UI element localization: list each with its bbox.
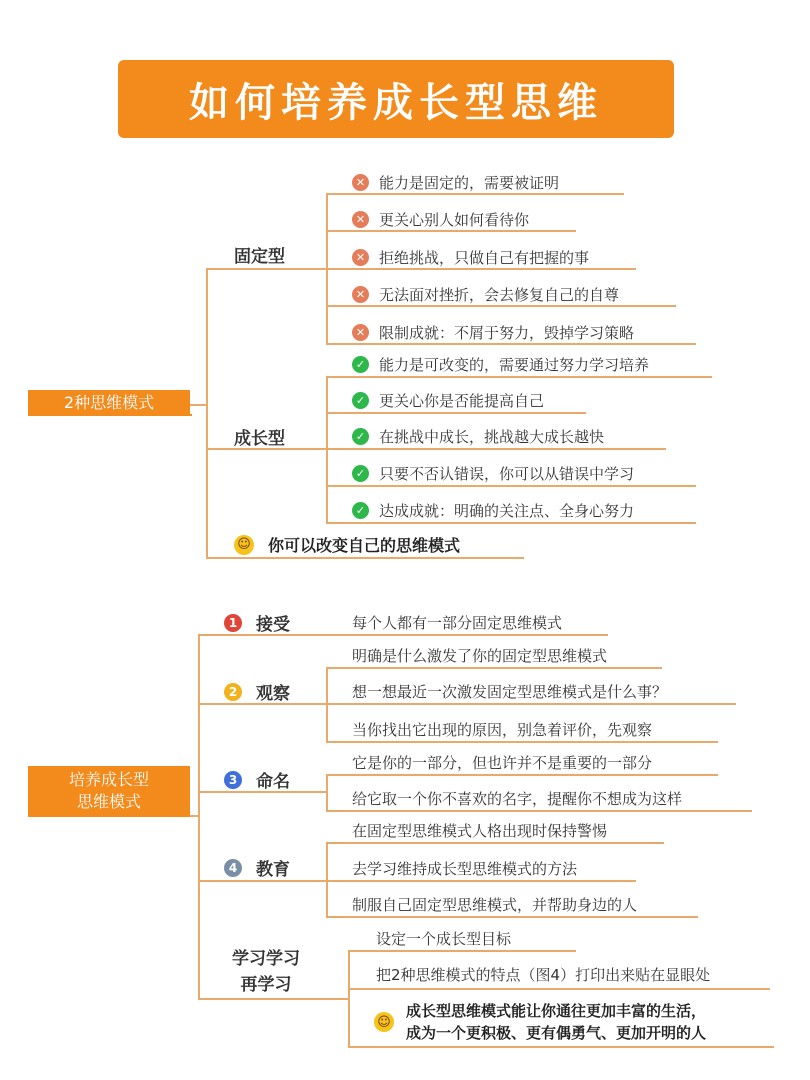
final-note-line-1: 成长型思维模式能让你通往更加丰富的生活， bbox=[406, 1002, 707, 1020]
fixed-item-text: 限制成就：不屑于努力，毁掉学习策略 bbox=[379, 324, 635, 342]
step-learn bbox=[232, 946, 300, 998]
number-2-icon: 2 bbox=[224, 683, 242, 701]
step-items-connector bbox=[348, 950, 350, 1046]
root-underline bbox=[28, 815, 192, 817]
mindset-note-text: 你可以改变自己的思维模式 bbox=[268, 536, 461, 555]
leaf-line bbox=[326, 448, 666, 450]
title-banner bbox=[118, 60, 674, 138]
leaf-line bbox=[326, 343, 696, 345]
fixed-item bbox=[352, 209, 529, 230]
step-item-text: 它是你的一部分，但也许并不是重要的一部分 bbox=[352, 754, 653, 772]
check-circle-icon: ✓ bbox=[352, 465, 369, 482]
step-item bbox=[352, 612, 562, 633]
fixed-item-text: 拒绝挑战，只做自己有把握的事 bbox=[379, 249, 590, 267]
root-label: 2种思维模式 bbox=[63, 393, 155, 412]
step-item bbox=[352, 645, 607, 666]
branch-growth-label: 成长型 bbox=[234, 429, 285, 449]
root-connector bbox=[190, 404, 208, 406]
step-items-connector bbox=[326, 774, 328, 810]
number-1-icon: 1 bbox=[224, 614, 242, 632]
leaf-line bbox=[326, 774, 718, 776]
leaf-line bbox=[326, 667, 662, 669]
root-line-1: 培养成长型 bbox=[68, 770, 149, 789]
step-item-text: 在固定型思维模式人格出现时保持警惕 bbox=[352, 822, 608, 840]
check-circle-icon: ✓ bbox=[352, 428, 369, 445]
number-4-icon: 4 bbox=[224, 859, 242, 877]
branch-fixed-label: 固定型 bbox=[234, 247, 285, 267]
step-item-text: 当你找出它出现的原因，别急着评价，先观察 bbox=[352, 721, 653, 739]
step-line bbox=[198, 998, 348, 1000]
check-circle-icon: ✓ bbox=[352, 502, 369, 519]
smile-emoji-icon: ☺ bbox=[234, 535, 254, 555]
step-item-text: 制服自己固定型思维模式，并帮助身边的人 bbox=[352, 896, 638, 914]
cross-circle-icon: ✕ bbox=[352, 286, 369, 303]
growth-item bbox=[352, 354, 649, 375]
note-line bbox=[206, 557, 524, 559]
smile-emoji-icon: ☺ bbox=[374, 1012, 394, 1032]
growth-item bbox=[352, 426, 604, 447]
step-learn-line-2: 再学习 bbox=[240, 975, 292, 995]
leaf-line bbox=[326, 376, 712, 378]
fixed-item bbox=[352, 322, 634, 343]
root-node-two-mindsets bbox=[28, 390, 190, 416]
leaf-line bbox=[326, 916, 698, 918]
steps-connector bbox=[198, 634, 200, 998]
step-name bbox=[224, 767, 290, 792]
step-educate bbox=[224, 855, 290, 880]
step-item-text: 每个人都有一部分固定思维模式 bbox=[352, 614, 563, 632]
step-item-text: 明确是什么激发了你的固定型思维模式 bbox=[352, 647, 608, 665]
step-item bbox=[352, 752, 652, 773]
growth-item-text: 达成成就：明确的关注点、全身心努力 bbox=[379, 502, 635, 520]
leaf-line bbox=[348, 1046, 774, 1048]
fixed-branch-line bbox=[206, 268, 326, 270]
step-items-connector bbox=[326, 842, 328, 916]
growth-item-text: 只要不否认错误，你可以从错误中学习 bbox=[379, 465, 635, 483]
leaf-line bbox=[326, 634, 608, 636]
root-line-2: 思维模式 bbox=[76, 792, 141, 811]
step-item-text: 设定一个成长型目标 bbox=[376, 930, 512, 948]
step-observe bbox=[224, 679, 290, 704]
step-label: 观察 bbox=[256, 684, 290, 704]
step-accept bbox=[224, 610, 290, 635]
leaf-line bbox=[326, 412, 586, 414]
leaf-line bbox=[326, 741, 718, 743]
fixed-item bbox=[352, 172, 559, 193]
cross-circle-icon: ✕ bbox=[352, 211, 369, 228]
growth-item-text: 能力是可改变的，需要通过努力学习培养 bbox=[379, 356, 650, 374]
fixed-item-text: 更关心别人如何看待你 bbox=[379, 211, 530, 229]
growth-item-text: 更关心你是否能提高自己 bbox=[379, 392, 545, 410]
fixed-item bbox=[352, 247, 589, 268]
leaf-line bbox=[326, 193, 624, 195]
cross-circle-icon: ✕ bbox=[352, 249, 369, 266]
leaf-line bbox=[326, 485, 696, 487]
step-item-text: 给它取一个你不喜欢的名字，提醒你不想成为这样 bbox=[352, 790, 683, 808]
leaf-line bbox=[326, 810, 752, 812]
root-underline bbox=[28, 414, 192, 416]
check-circle-icon: ✓ bbox=[352, 356, 369, 373]
growth-item-text: 在挑战中成长，挑战越大成长越快 bbox=[379, 428, 605, 446]
growth-item bbox=[352, 463, 634, 484]
step-item bbox=[352, 788, 682, 809]
fixed-item-text: 无法面对挫折，会去修复自己的自尊 bbox=[379, 286, 620, 304]
step-learn-line-1: 学习学习 bbox=[232, 949, 300, 969]
step-item bbox=[352, 858, 577, 879]
mindset-note bbox=[234, 533, 460, 556]
number-3-icon: 3 bbox=[224, 771, 242, 789]
step-label: 接受 bbox=[256, 615, 290, 635]
step-label: 命名 bbox=[256, 772, 290, 792]
leaf-line bbox=[326, 305, 676, 307]
page-title: 如何培养成长型思维 bbox=[189, 79, 603, 126]
leaf-line bbox=[326, 230, 576, 232]
fixed-item bbox=[352, 284, 619, 305]
growth-item bbox=[352, 390, 544, 411]
step-item bbox=[376, 964, 710, 985]
step-line bbox=[198, 880, 326, 882]
root-node-cultivate bbox=[28, 766, 190, 816]
leaf-line bbox=[326, 268, 636, 270]
cross-circle-icon: ✕ bbox=[352, 174, 369, 191]
cross-circle-icon: ✕ bbox=[352, 324, 369, 341]
step-item-text: 去学习维持成长型思维模式的方法 bbox=[352, 860, 578, 878]
growth-item bbox=[352, 500, 634, 521]
leaf-line bbox=[326, 880, 636, 882]
step-item bbox=[352, 894, 637, 915]
step-item bbox=[376, 928, 511, 949]
step-item bbox=[352, 719, 652, 740]
branch-connector bbox=[206, 268, 208, 558]
leaf-line bbox=[326, 842, 664, 844]
leaf-line bbox=[326, 522, 696, 524]
fixed-item-text: 能力是固定的，需要被证明 bbox=[379, 174, 560, 192]
step-label: 教育 bbox=[256, 860, 290, 880]
step-item-text: 把2种思维模式的特点（图4）打印出来贴在显眼处 bbox=[376, 966, 711, 984]
leaf-line bbox=[348, 950, 576, 952]
check-circle-icon: ✓ bbox=[352, 392, 369, 409]
leaf-line bbox=[348, 988, 770, 990]
leaf-line bbox=[326, 703, 736, 705]
final-note bbox=[374, 1000, 706, 1044]
final-note-line-2: 成为一个更积极、更有偶勇气、更加开明的人 bbox=[406, 1024, 707, 1042]
step-item-text: 想一想最近一次激发固定型思维模式是什么事？ bbox=[352, 683, 668, 701]
step-item bbox=[352, 820, 607, 841]
step-item bbox=[352, 681, 667, 702]
